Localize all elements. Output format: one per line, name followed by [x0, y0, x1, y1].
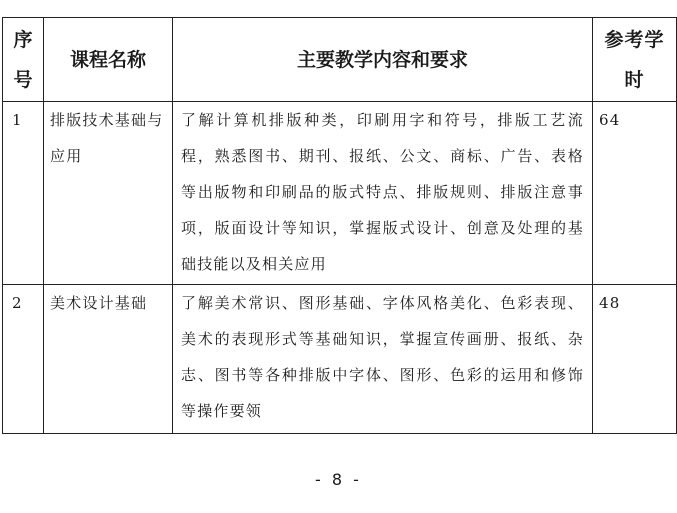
- table-row: [3, 285, 677, 434]
- row-hours: 48: [593, 285, 677, 434]
- table-header-row: [3, 18, 677, 102]
- table-row: [3, 102, 677, 285]
- header-hours: 参考学时: [593, 18, 677, 102]
- page-number: - 8 -: [315, 470, 362, 489]
- row-content: 了解计算机排版种类，印刷用字和符号，排版工艺流程，熟悉图书、期刊、报纸、公文、商标、广告、表格等出版物和印刷品的版式特点、排版规则、排版注意事项，版面设计等知识，掌握版式设计、创意及处理的基础技能以及相关应用: [173, 102, 593, 285]
- row-hours: 64: [593, 102, 677, 285]
- course-table: [2, 17, 677, 434]
- row-course-name: 美术设计基础: [44, 285, 173, 434]
- row-seq: 1: [3, 102, 44, 285]
- header-course-name: 课程名称: [44, 18, 173, 102]
- row-seq: 2: [3, 285, 44, 434]
- row-content: 了解美术常识、图形基础、字体风格美化、色彩表现、美术的表现形式等基础知识，掌握宣传画册、报纸、杂志、图书等各种排版中字体、图形、色彩的运用和修饰等操作要领: [173, 285, 593, 434]
- header-content: 主要教学内容和要求: [173, 18, 593, 102]
- header-seq: 序号: [3, 18, 44, 102]
- row-course-name: 排版技术基础与应用: [44, 102, 173, 285]
